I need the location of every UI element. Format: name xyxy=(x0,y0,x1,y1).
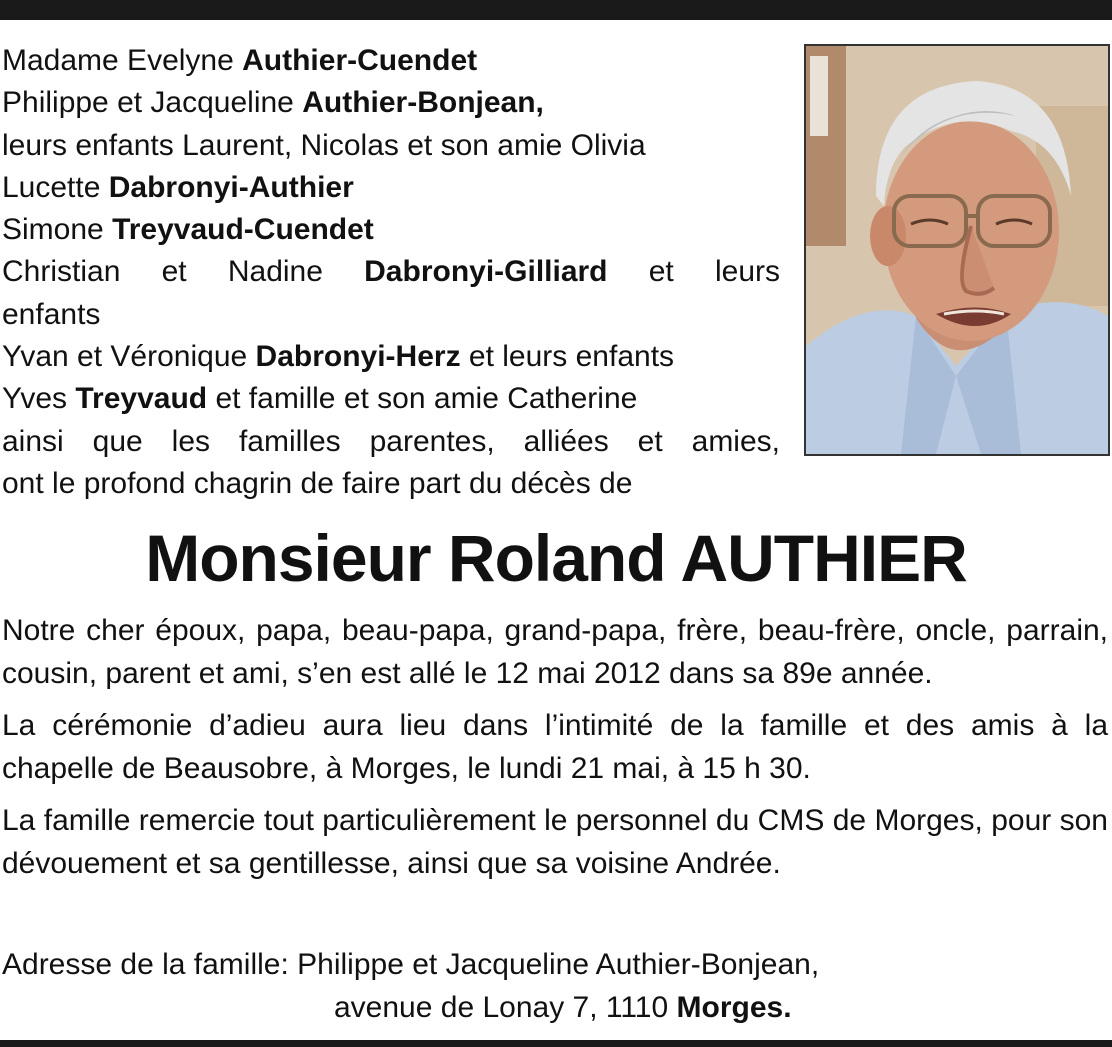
family-line: Lucette Dabronyi-Authier xyxy=(2,170,354,204)
address-line-2 xyxy=(2,987,1108,1030)
family-line: Philippe et Jacqueline Authier-Bonjean, xyxy=(2,86,544,120)
paragraph-ceremony: La cérémonie d’adieu aura lieu dans l’intimité de la famille et des amis à la chapelle de Beausobre, à Morges, le lundi 21 mai, à 15 h 30. xyxy=(2,709,1108,785)
deceased-name: Monsieur Roland AUTHIER xyxy=(145,521,967,595)
paragraph-announcement: Notre cher époux, papa, beau-papa, grand-papa, frère, beau-frère, oncle, parrain, cousin, parent et ami, s’en est allé le 12 mai 2012 dans sa 89e année. xyxy=(2,614,1108,690)
family-line: Simone Treyvaud-Cuendet xyxy=(2,213,374,247)
family-line: Madame Evelyne Authier-Cuendet xyxy=(2,44,478,77)
family-line: enfants xyxy=(2,297,101,331)
address-street: avenue de Lonay 7, 1110 xyxy=(334,990,677,1024)
announcement-body xyxy=(2,610,1108,895)
family-line: Christian et Nadine Dabronyi-Gilliard et leurs xyxy=(2,255,781,289)
portrait-illustration xyxy=(806,46,1108,454)
bottom-rule xyxy=(0,1040,1112,1047)
paragraph-thanks: La famille remercie tout particulièrement le personnel du CMS de Morges, pour son dévouement et sa gentillesse, ainsi que sa voisine Andrée. xyxy=(2,804,1108,880)
family-line: ainsi que les familles parentes, alliées et amies, xyxy=(2,424,780,458)
portrait-photo xyxy=(804,44,1110,456)
family-list xyxy=(2,40,780,505)
top-rule xyxy=(0,0,1112,20)
family-address xyxy=(2,944,1108,1029)
address-line-1: Adresse de la famille: Philippe et Jacqueline Authier-Bonjean, xyxy=(2,948,820,981)
family-line: Yvan et Véronique Dabronyi-Herz et leurs enfants xyxy=(2,340,675,374)
family-line: leurs enfants Laurent, Nicolas et son amie Olivia xyxy=(2,128,646,162)
family-line: Yves Treyvaud et famille et son amie Catherine xyxy=(2,382,638,416)
address-city: Morges. xyxy=(676,990,792,1024)
family-line: ont le profond chagrin de faire part du décès de xyxy=(2,466,633,500)
